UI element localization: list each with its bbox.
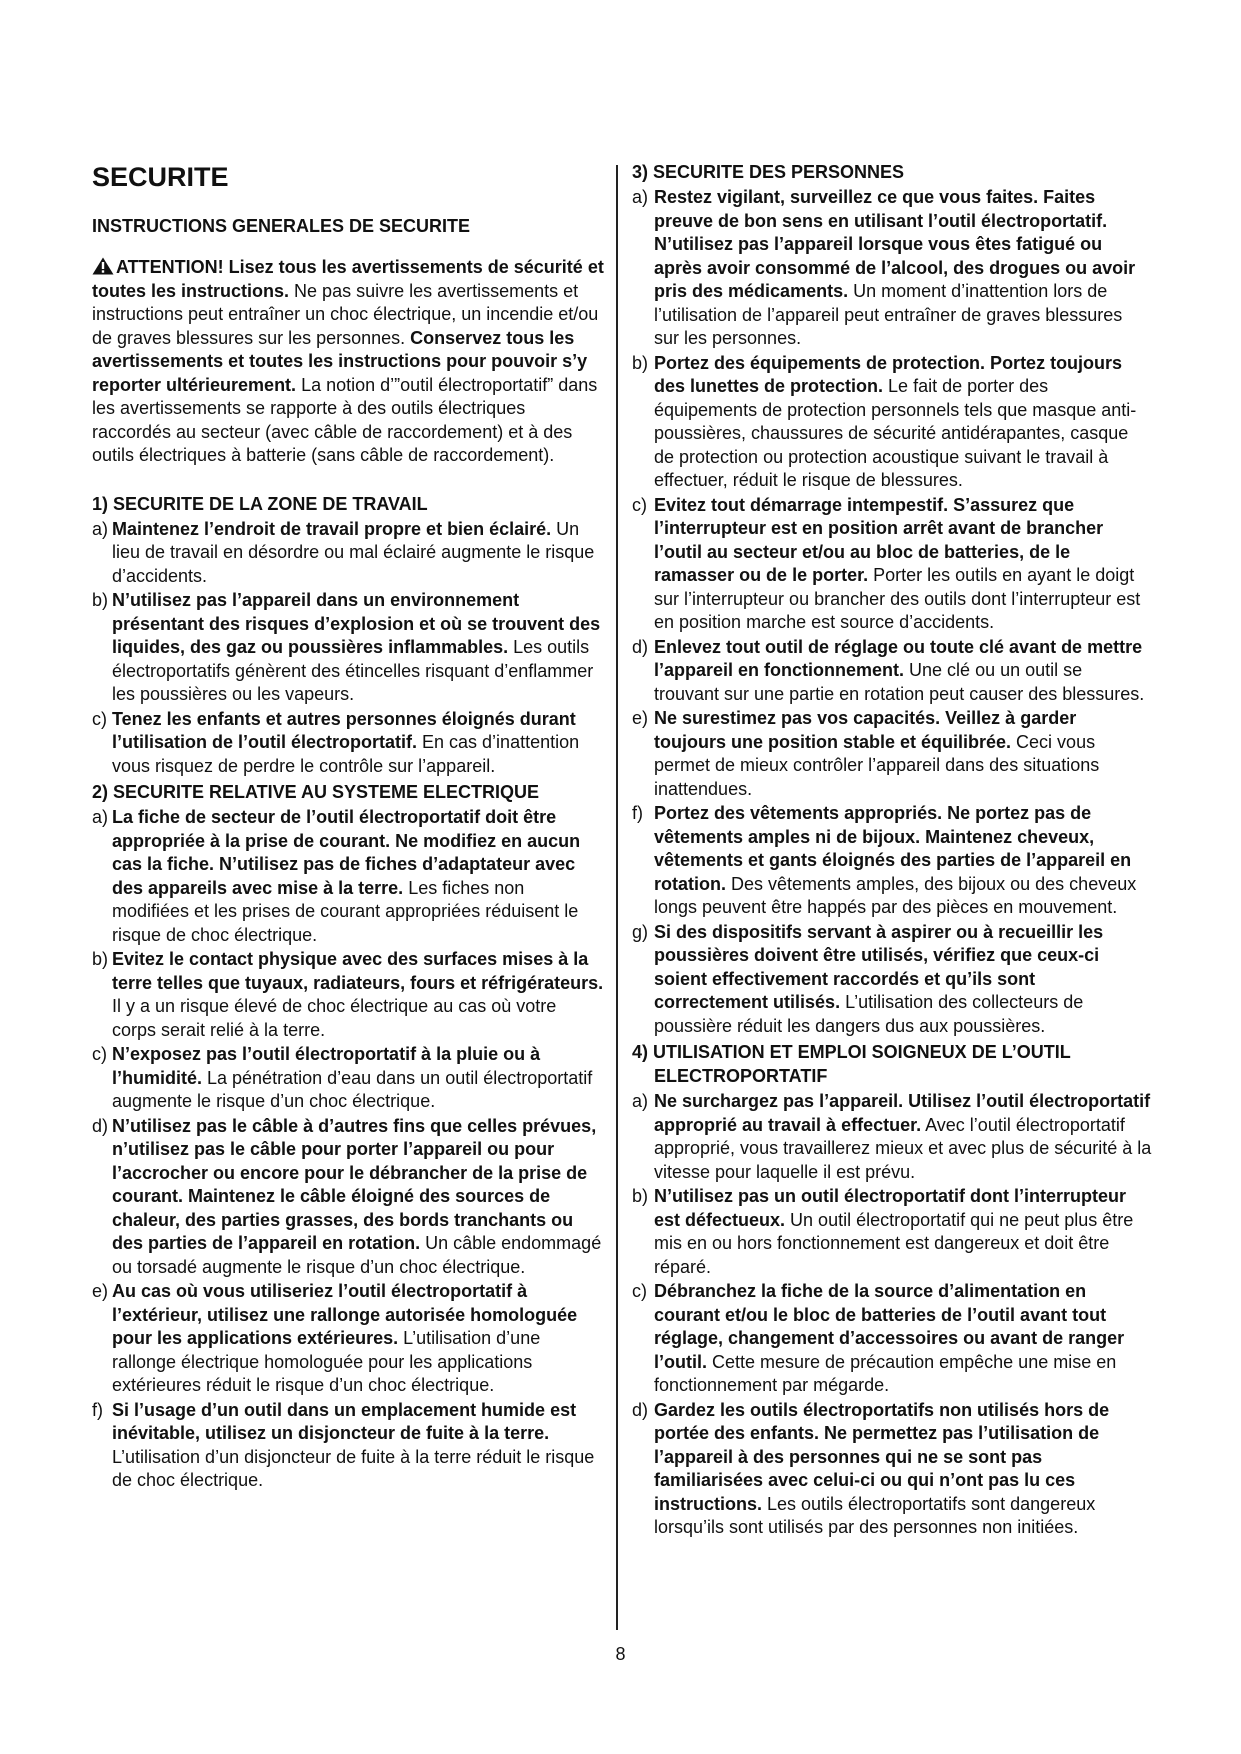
section-3-heading: 3) SECURITE DES PERSONNES [632,162,905,182]
section-2-heading: 2) SECURITE RELATIVE AU SYSTEME ELECTRIQUE [92,782,540,802]
list-item: d) N’utilisez pas le câble à d’autres fins que celles prévues, n’utilisez pas le câble pour porter l’appareil ou pour l’accrocher ou encore pour le débrancher de la prise de courant. Maintenez le câble éloigné des sources de chaleur, des parties grasses, des bords tranchants ou des parties de l’appareil en rotation. Un câble endommagé ou torsadé augmente le risque d’un choc électrique. [92,1115,602,1277]
section-3-list [632,186,1152,1038]
section-2-list [92,806,605,1493]
list-item: d) Enlevez tout outil de réglage ou toute clé avant de mettre l’appareil en fonctionnement. Une clé ou un outil se trouvant sur une partie en rotation peut causer des blessures. [632,636,1145,704]
list-item: a) Ne surchargez pas l’appareil. Utilisez l’outil électroportatif approprié au travail à effectuer. Avec l’outil électroportatif approprié, vous travaillerez mieux et avec plus de sécurité à la vitesse pour laquelle il est prévu. [632,1091,1152,1182]
list-item: a) La fiche de secteur de l’outil électroportatif doit être appropriée à la prise de courant. Ne modifiez en aucun cas la fiche. N’utilisez pas de fiches d’adaptateur avec des appareils avec mise à la terre. Les fiches non modifiées et les prises de courant appropriées réduisent le risque de choc électrique. [92,807,581,945]
list-item: c) Tenez les enfants et autres personnes éloignés durant l’utilisation de l’outil électroportatif. En cas d’inattention vous risquez de perdre le contrôle sur l’appareil. [92,708,580,776]
list-item: b) N’utilisez pas l’appareil dans un environnement présentant des risques d’explosion et où se trouvent des liquides, des gaz ou poussières inflammables. Les outils électroportatifs génèrent des étincelles risquant d’enflammer les poussières ou les vapeurs. [92,590,601,704]
section-1-list [92,518,605,779]
list-item: c) N’exposez pas l’outil électroportatif à la pluie ou à l’humidité. La pénétration d’eau dans un outil électroportatif augmente le risque d’un choc électrique. [92,1044,593,1111]
general-warning [92,256,605,468]
warning-triangle-icon [92,257,114,275]
warning-bold-1: ATTENTION! Lisez tous les avertissements de sécurité et toutes les instructions. [92,257,604,301]
list-item: b) Portez des équipements de protection. Portez toujours des lunettes de protection. Le fait de porter des équipements de protection personnels tels que masque anti-poussières, chaussures de sécurité antidérapantes, casque de protection ou protection acoustique suivant le travail à effectuer, réduit le risque de blessures. [632,352,1137,490]
list-item: c) Evitez tout démarrage intempestif. S’assurez que l’interrupteur est en position arrêt avant de brancher l’outil au secteur et/ou au bloc de batteries, de le ramasser ou de le porter. Porter les outils en ayant le doigt sur l’interrupteur ou brancher des outils dont l’interrupteur est en position marche est source d’accidents. [632,494,1141,632]
list-item: c) Débranchez la fiche de la source d’alimentation en courant et/ou le bloc de batteries de l’outil avant tout réglage, changement d’accessoires ou avant de ranger l’outil. Cette mesure de précaution empêche une mise en fonctionnement par mégarde. [632,1281,1125,1395]
list-item: f) Si l’usage d’un outil dans un emplacement humide est inévitable, utilisez un disjoncteur de fuite à la terre. L’utilisation d’un disjoncteur de fuite à la terre réduit le risque de choc électrique. [92,1399,595,1490]
right-column [632,160,1152,1542]
page-title: SECURITE [92,162,229,192]
section-4-list [632,1090,1152,1540]
list-item: e) Au cas où vous utiliseriez l’outil électroportatif à l’extérieur, utilisez une rallonge autorisée homologuée pour les applications extérieures. L’utilisation d’une rallonge électrique homologuée pour les applications extérieures réduit le risque d’un choc électrique. [92,1281,578,1395]
section-4-heading: 4) UTILISATION ET EMPLOI SOIGNEUX DE L’OUTIL ELECTROPORTATIF [632,1042,1071,1086]
warning-text-1: Ne pas suivre les avertissements et instructions peut entraîner un choc électrique, un incendie et/ou de graves blessures sur les personnes. [92,280,599,348]
list-item: b) Evitez le contact physique avec des surfaces mises à la terre telles que tuyaux, radiateurs, fours et réfrigérateurs. Il y a un risque élevé de choc électrique au cas où votre corps serait relié à la terre. [92,949,604,1040]
warning-bold-2: Conservez tous les avertissements et toutes les instructions pour pouvoir s’y reporter ultérieurement. [92,327,588,395]
list-item: a) Restez vigilant, surveillez ce que vous faites. Faites preuve de bon sens en utilisant l’outil électroportatif. N’utilisez pas l’appareil lorsque vous êtes fatigué ou après avoir consommé de l’alcool, des drogues ou avoir pris des médicaments. Un moment d’inattention lors de l’utilisation de l’appareil peut entraîner de graves blessures sur les personnes. [632,187,1136,348]
warning-text-2: La notion d’”outil électroportatif” dans les avertissements se rapporte à des outils électriques raccordés au secteur (avec câble de raccordement) et à des outils électriques à batterie (sans câble de raccordement). [92,374,598,465]
list-item: e) Ne surestimez pas vos capacités. Veillez à garder toujours une position stable et équilibrée. Ceci vous permet de mieux contrôler l’appareil dans des situations inattendues. [632,708,1100,799]
section-subtitle: INSTRUCTIONS GENERALES DE SECURITE [92,216,471,236]
list-item: f) Portez des vêtements appropriés. Ne portez pas de vêtements amples ni de bijoux. Maintenez cheveux, vêtements et gants éloignés des parties de l’appareil en rotation. Des vêtements amples, des bijoux ou des cheveux longs peuvent être happés par des pièces en mouvement. [632,803,1137,917]
list-item: d) Gardez les outils électroportatifs non utilisés hors de portée des enfants. Ne permettez pas l’utilisation de l’appareil à des personnes qui ne se sont pas familiarisées avec celui-ci ou qui n’ont pas lu ces instructions. Les outils électroportatifs sont dangereux lorsqu’ils sont utilisés par des personnes non initiées. [632,1399,1110,1537]
list-item: a) Maintenez l’endroit de travail propre et bien éclairé. Un lieu de travail en désordre ou mal éclairé augmente le risque d’accidents. [92,518,595,586]
list-item: g) Si des dispositifs servant à aspirer ou à recueillir les poussières doivent être utilisés, vérifiez que ceux-ci soient effectivement raccordés et qu’ils sont correctement utilisés. L’utilisation des collecteurs de poussière réduit les dangers dus aux poussières. [632,921,1104,1036]
page-number: 8 [615,1644,626,1664]
left-column [92,160,605,1495]
column-divider [616,165,618,1630]
section-1-heading: 1) SECURITE DE LA ZONE DE TRAVAIL [92,493,428,514]
list-item: b) N’utilisez pas un outil électroportatif dont l’interrupteur est défectueux. Un outil électroportatif qui ne peut plus être mis en ou hors fonctionnement est dangereux et doit être réparé. [632,1186,1134,1277]
